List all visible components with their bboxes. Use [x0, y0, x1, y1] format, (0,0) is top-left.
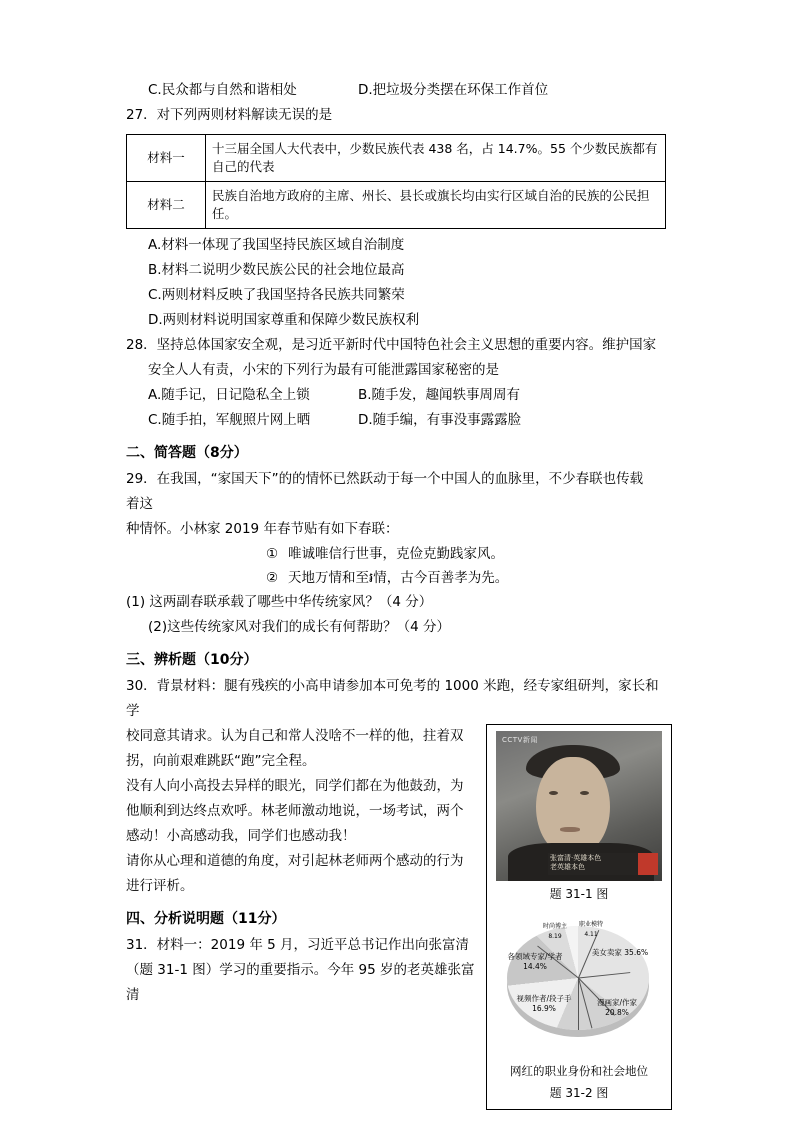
section-heading-4: 四、分析说明题（11分）	[126, 911, 286, 927]
question-28-options-row-1	[126, 383, 666, 408]
question-29-sub-2: (2)这些传统家风对我们的成长有何帮助？（4 分）	[148, 619, 451, 635]
couplet-2-number: ②	[266, 570, 279, 586]
q27-option-d: D.两则材料说明国家尊重和保障少数民族权利	[148, 312, 420, 328]
question-30-line-8: 进行评析。	[126, 878, 194, 894]
question-30-line-4: 没有人向小高投去异样的眼光，同学们都在为他鼓劲，为	[126, 778, 464, 794]
right-eye-shape	[580, 791, 589, 795]
cctv-watermark: CCTV新闻	[502, 736, 538, 744]
q27-option-a: A.材料一体现了我国坚持民族区域自治制度	[148, 237, 405, 253]
photo-caption-line-2: 老英雄本色	[550, 863, 585, 871]
pie-label-zhuanjia: 各领域专家/学者 14.4%	[507, 952, 563, 971]
question-27-stem: 27．对下列两则材料解读无误的是	[126, 107, 333, 123]
couplet-1-number: ①	[266, 546, 279, 562]
pie-label-meinv: 美女卖家 35.6%	[591, 948, 649, 957]
question-31-line-1: 31．材料一：2019 年 5 月，习近平总书记作出向张富清	[126, 937, 469, 953]
question-30-text-column	[126, 724, 486, 1008]
material-1-text: 十三届全国人大代表中，少数民族代表 438 名，占 14.7%。55 个少数民族都有自己的代表	[206, 135, 666, 182]
question-28-stem-line-1: 28．坚持总体国家安全观，是习近平新时代中国特色社会主义思想的重要内容。维护国家	[126, 337, 657, 353]
question-30-line-2: 校同意其请求。认为自己和常人没啥不一样的他，拄着双	[126, 728, 464, 744]
question-29-sub-1: (1) 这两副春联承载了哪些中华传统家风？（4 分）	[126, 594, 433, 610]
page-content	[126, 78, 666, 1110]
q27-option-b: B.材料二说明少数民族公民的社会地位最高	[148, 262, 405, 278]
left-eye-shape	[549, 791, 558, 795]
photo-caption-strip	[548, 853, 650, 875]
q27-option-c: C.两则材料反映了我国坚持各民族共同繁荣	[148, 287, 405, 303]
question-27-materials-table	[126, 134, 666, 229]
table-row	[127, 182, 666, 229]
q26-option-c: C.民众都与自然和谐相处	[148, 82, 297, 98]
pie-label-shipin: 视频作者/段子手 16.9%	[516, 994, 572, 1013]
tv-logo-icon	[638, 853, 658, 875]
figure-31-1-photo	[496, 731, 662, 881]
question-29-line-2: 着这	[126, 496, 153, 512]
question-29-couplet-2	[126, 566, 666, 590]
question-30-line-6: 感动！小高感动我，同学们也感动我！	[126, 828, 356, 844]
table-row	[127, 135, 666, 182]
question-28-stem-line-2: 安全人人有责，小宋的下列行为最有可能泄露国家秘密的是	[148, 362, 499, 378]
photo-caption-line-1: 张富清·英雄本色	[550, 854, 602, 862]
section-heading-3: 三、辨析题（10分）	[126, 652, 258, 668]
question-30-line-7: 请你从心理和道德的角度，对引起林老师两个感动的行为	[126, 853, 464, 869]
pie-label-mote: 职业模特 4.11	[578, 921, 603, 938]
material-1-label: 材料一	[127, 135, 206, 182]
pie-label-shishang: 时尚博主 8.19	[542, 923, 567, 940]
figures-column	[486, 724, 666, 1110]
mouth-shape	[560, 827, 580, 832]
question-29-line-1: 29．在我国，“家国天下”的的情怀已然跃动于每一个中国人的血脉里，不少春联也传载	[126, 471, 644, 487]
figure-box	[486, 724, 672, 1110]
material-2-text: 民族自治地方政府的主席、州长、县长或旗长均由实行区域自治的民族的公民担任。	[206, 182, 666, 229]
question-29-line-3: 种情怀。小林家 2019 年春节贴有如下春联：	[126, 521, 399, 537]
question-29-couplet-1	[126, 542, 666, 566]
question-30-line-5: 他顺利到达终点欢呼。林老师激动地说，一场考试，两个	[126, 803, 464, 819]
pie-label-manhua: 漫画家/作家 20.8%	[596, 998, 638, 1017]
figure-31-1-caption: 题 31-1 图	[549, 887, 609, 901]
couplet-1-text: 唯诚唯信行世事，克俭克勤践家风。	[288, 546, 504, 562]
q28-option-b: B.随手发，趣闻轶事周周有	[358, 387, 521, 403]
q26-option-d: D.把垃圾分类摆在环保工作首位	[358, 82, 549, 98]
figure-31-2-pie-chart	[493, 908, 665, 1058]
q28-option-d: D.随手编，有事没事露露脸	[358, 412, 522, 428]
head-shape	[536, 757, 610, 853]
pie-divider	[578, 978, 579, 1030]
section-heading-2: 二、简答题（8分）	[126, 445, 248, 461]
question-30-line-3: 拐，向前艰难跳跃“跑”完全程。	[126, 753, 316, 769]
question-30-line-1: 30．背景材料：腿有残疾的小高申请参加本可免考的 1000 米跑，经专家组研判，家长和学	[126, 678, 659, 719]
q28-option-a: A.随手记，日记隐私全上锁	[148, 387, 310, 403]
q28-option-c: C.随手拍，军舰照片网上晒	[148, 412, 311, 428]
figure-31-2-caption: 题 31-2 图	[549, 1086, 609, 1100]
pie-chart-title: 网红的职业身份和社会地位	[510, 1064, 648, 1078]
question-30-and-figures	[126, 724, 666, 1110]
question-26-options	[126, 78, 666, 103]
question-28-options-row-2	[126, 408, 666, 433]
couplet-2-text: 天地万情和至៛情，古今百善孝为先。	[288, 570, 509, 586]
material-2-label: 材料二	[127, 182, 206, 229]
question-31-line-2: （题 31-1 图）学习的重要指示。今年 95 岁的老英雄张富清	[126, 962, 475, 1003]
